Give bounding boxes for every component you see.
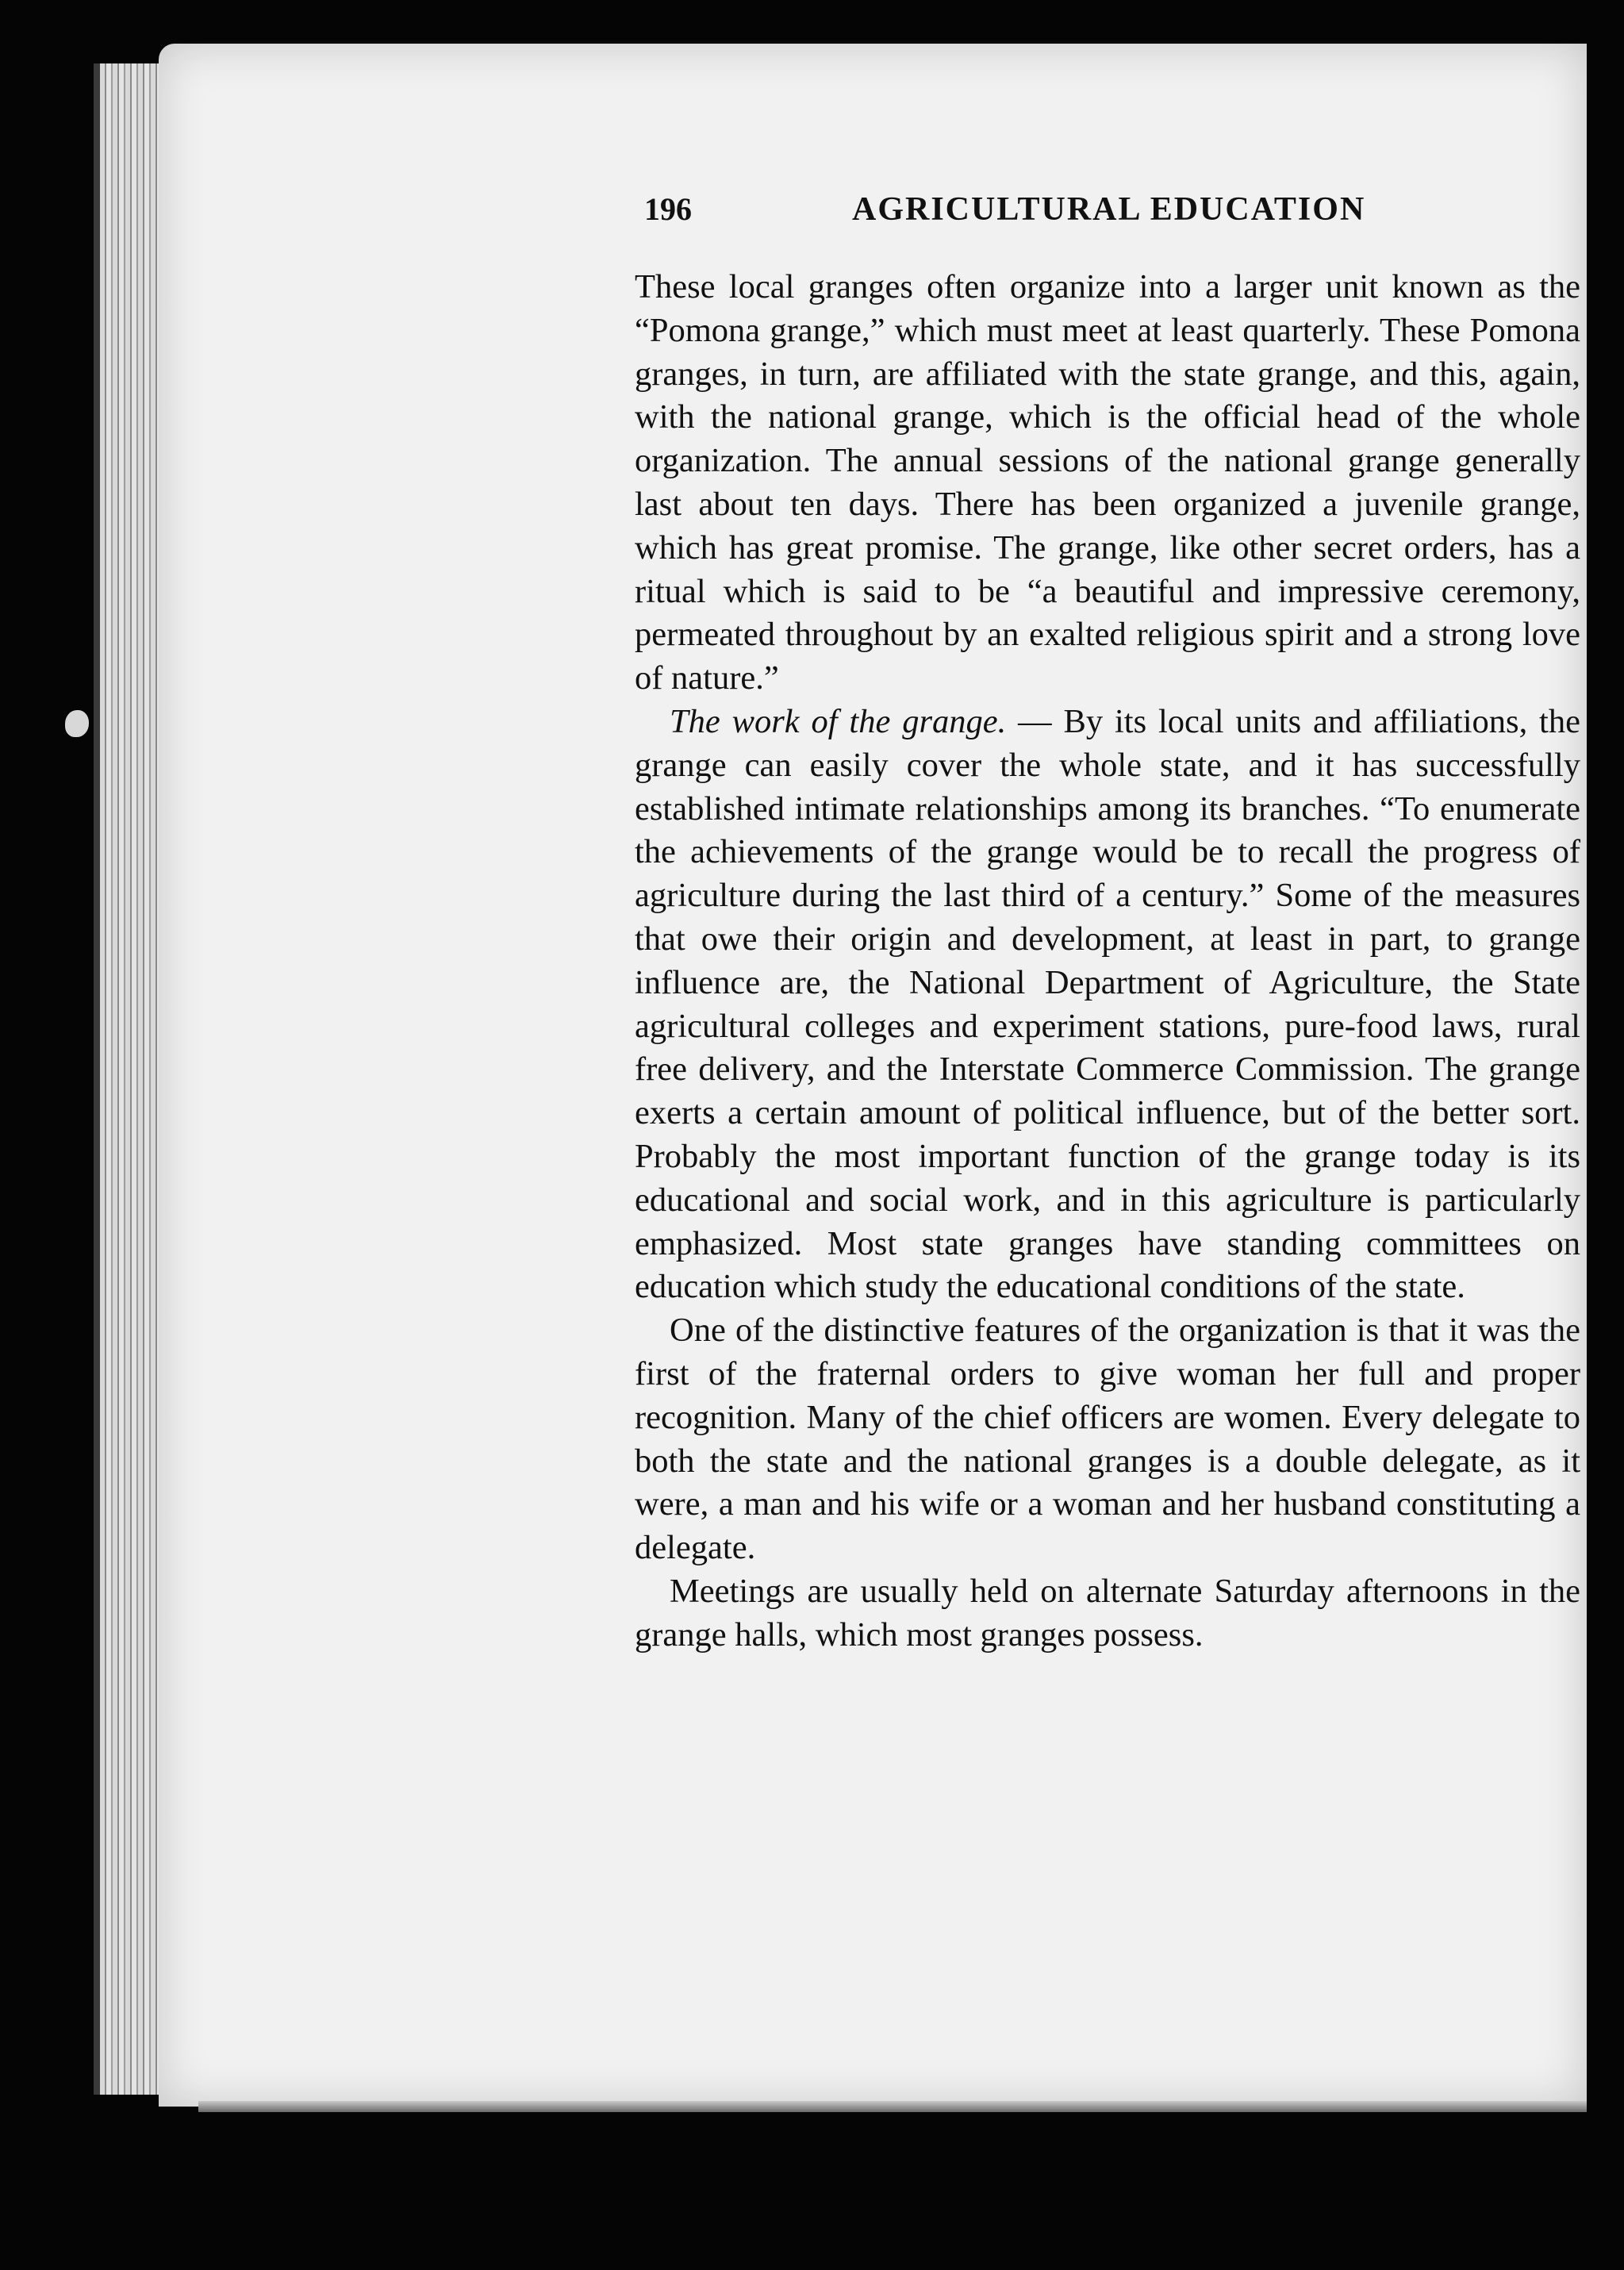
paragraph-3-text: One of the distinctive features of the organization is that it was the first of the fraternal orders to give woman her full and proper recognition. Many of the chief officers are women. Every delegate to both the state and the national granges is a double delegate, as it were, a man and his wife or a woman and her husband constituting a delegate. bbox=[635, 1312, 1580, 1567]
margin-smudge bbox=[65, 710, 89, 737]
page-header bbox=[644, 190, 1374, 238]
paragraph-2 bbox=[635, 701, 1580, 1309]
page-number: 196 bbox=[644, 191, 692, 227]
paragraph-4-text: Meetings are usually held on alternate Saturday afternoons in the grange halls, which most granges possess. bbox=[635, 1572, 1580, 1654]
page-bottom-edge bbox=[198, 2101, 1587, 2112]
paragraph-2-text: — By its local units and affiliations, the grange can easily cover the whole state, and it has successfully established intimate relationships among its branches. “To enumerate the achievements of the grange would be to recall the progress of agriculture during the last third of a century.” Some of the measures that owe their origin and development, at least in part, to grange influence are, the National Department of Agriculture, the State agricultural colleges and experiment stations, pure-food laws, rural free delivery, and the Interstate Commerce Commission. The grange exerts a certain amount of political influence, but of the better sort. Probably the most important function of the grange today is its educational and social work, and in this agriculture is particularly emphasized. Most state granges have standing committees on education which study the educational conditions of the state. bbox=[635, 702, 1580, 1306]
body-text bbox=[635, 266, 1580, 1657]
running-head: AGRICULTURAL EDUCATION bbox=[852, 191, 1366, 228]
paragraph-4 bbox=[635, 1570, 1580, 1657]
section-heading: The work of the grange. bbox=[670, 702, 1007, 740]
paragraph-3 bbox=[635, 1309, 1580, 1570]
paragraph-1-text: These local granges often organize into a larger unit known as the “Pomona grange,” which must meet at least quarterly. These Pomona granges, in turn, are affiliated with the state grange, and this, again, with the national grange, which is the official head of the whole organization. The annual sessions of the national grange generally last about ten days. There has been organized a juvenile grange, which has great promise. The grange, like other secret orders, has a ritual which is said to be “a beautiful and impressive ceremony, permeated throughout by an exalted religious spirit and a strong love of nature.” bbox=[635, 268, 1580, 697]
paragraph-1 bbox=[635, 266, 1580, 701]
